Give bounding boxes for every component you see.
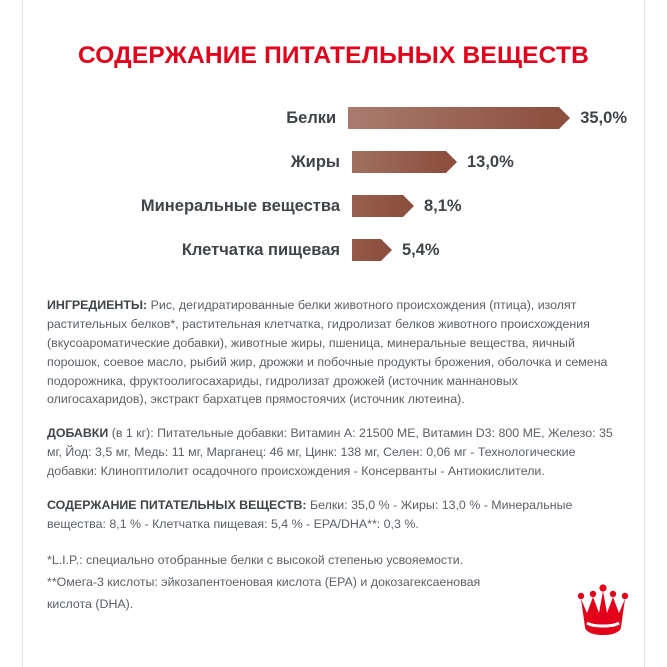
nutrients-paragraph [47, 496, 620, 534]
bar-container [352, 151, 627, 173]
chart-row [50, 140, 627, 184]
additives-label: ДОБАВКИ [47, 426, 109, 441]
footnote-item: *L.I.P.: специально отобранные белки с высокой степенью усвояемости. [47, 553, 464, 568]
bar-category-label: Белки [286, 108, 337, 127]
bar-value-label: 13,0% [467, 152, 514, 171]
nutrients-label: СОДЕРЖАНИЕ ПИТАТЕЛЬНЫХ ВЕЩЕСТВ: [47, 497, 307, 512]
nutrients-value: Белки: 35,0 % - Жиры: 13,0 % - Минеральные вещества: 8,1 % - Клетчатка пищевая: 5,4 % - EPA/DHA**: 0,3 %. [47, 497, 573, 531]
bar-container [348, 107, 627, 129]
footnote-item: **Омега-3 кислоты: эйкозапентоеновая кислота (EPA) и докозагексаеновая [47, 575, 481, 590]
bar-arrow-tip [403, 195, 414, 217]
bar-fill [352, 195, 403, 217]
footnote-item: кислота (DHA). [47, 597, 134, 612]
bar-fill [352, 239, 381, 261]
ingredients-paragraph [47, 296, 620, 409]
footnotes [47, 551, 620, 614]
composition-text [40, 296, 627, 614]
bar-fat [352, 151, 457, 173]
bar-fill [352, 151, 446, 173]
bar-arrow-tip [381, 239, 392, 261]
bar-container [352, 239, 627, 261]
bar-value-label: 8,1% [424, 196, 462, 215]
right-border-rule [644, 0, 645, 667]
bar-value-label: 35,0% [580, 108, 627, 127]
bar-category-label: Клетчатка пищевая [181, 240, 340, 259]
additives-value: (в 1 кг): Питательные добавки: Витамин A: 21500 МЕ, Витамин D3: 800 МЕ, Железо: 35 мг, Йод: 3,5 мг, Медь: 11 мг, Марганец: 46 мг, Цинк: 138 мг, Селен: 0,06 мг - Технологические добавки: Клиноптилолит осадочного происхождения - Консерванты - Антиокислители. [47, 426, 613, 478]
bar-fill [348, 107, 559, 129]
bar-category-label: Минеральные вещества [140, 196, 340, 215]
chart-row [50, 184, 627, 228]
bar-protein [348, 107, 570, 129]
nutrient-bar-chart [40, 96, 627, 272]
ingredients-value: Рис, дегидратированные белки животного происхождения (птица), изолят растительных белков*, растительная клетчатка, гидролизат белков животного происхождения (вкусоароматические добавки), животные жиры, пшеница, минеральные вещества, яичный порошок, соевое масло, рыбий жир, дрожжи и побочные продукты брожения, оболочка и семена подорожника, фруктоолигосахариды, гидролизат дрожжей (источник маннановых олигосахаридов), экстракт бархатцев прямостоячих (источник лютеина). [47, 298, 608, 407]
additives-paragraph [47, 424, 620, 481]
bar-value-label: 5,4% [402, 240, 440, 259]
page-title: СОДЕРЖАНИЕ ПИТАТЕЛЬНЫХ ВЕЩЕСТВ [77, 42, 590, 69]
left-border-rule [22, 0, 23, 667]
bar-fiber [352, 239, 392, 261]
ingredients-label: ИНГРЕДИЕНТЫ: [47, 298, 148, 313]
chart-row [50, 228, 627, 272]
bar-arrow-tip [559, 107, 570, 129]
bar-category-label: Жиры [290, 152, 340, 171]
bar-container [352, 195, 627, 217]
chart-row [50, 96, 627, 140]
bar-arrow-tip [446, 151, 457, 173]
bar-minerals [352, 195, 414, 217]
royal-canin-crown-logo [577, 583, 629, 643]
